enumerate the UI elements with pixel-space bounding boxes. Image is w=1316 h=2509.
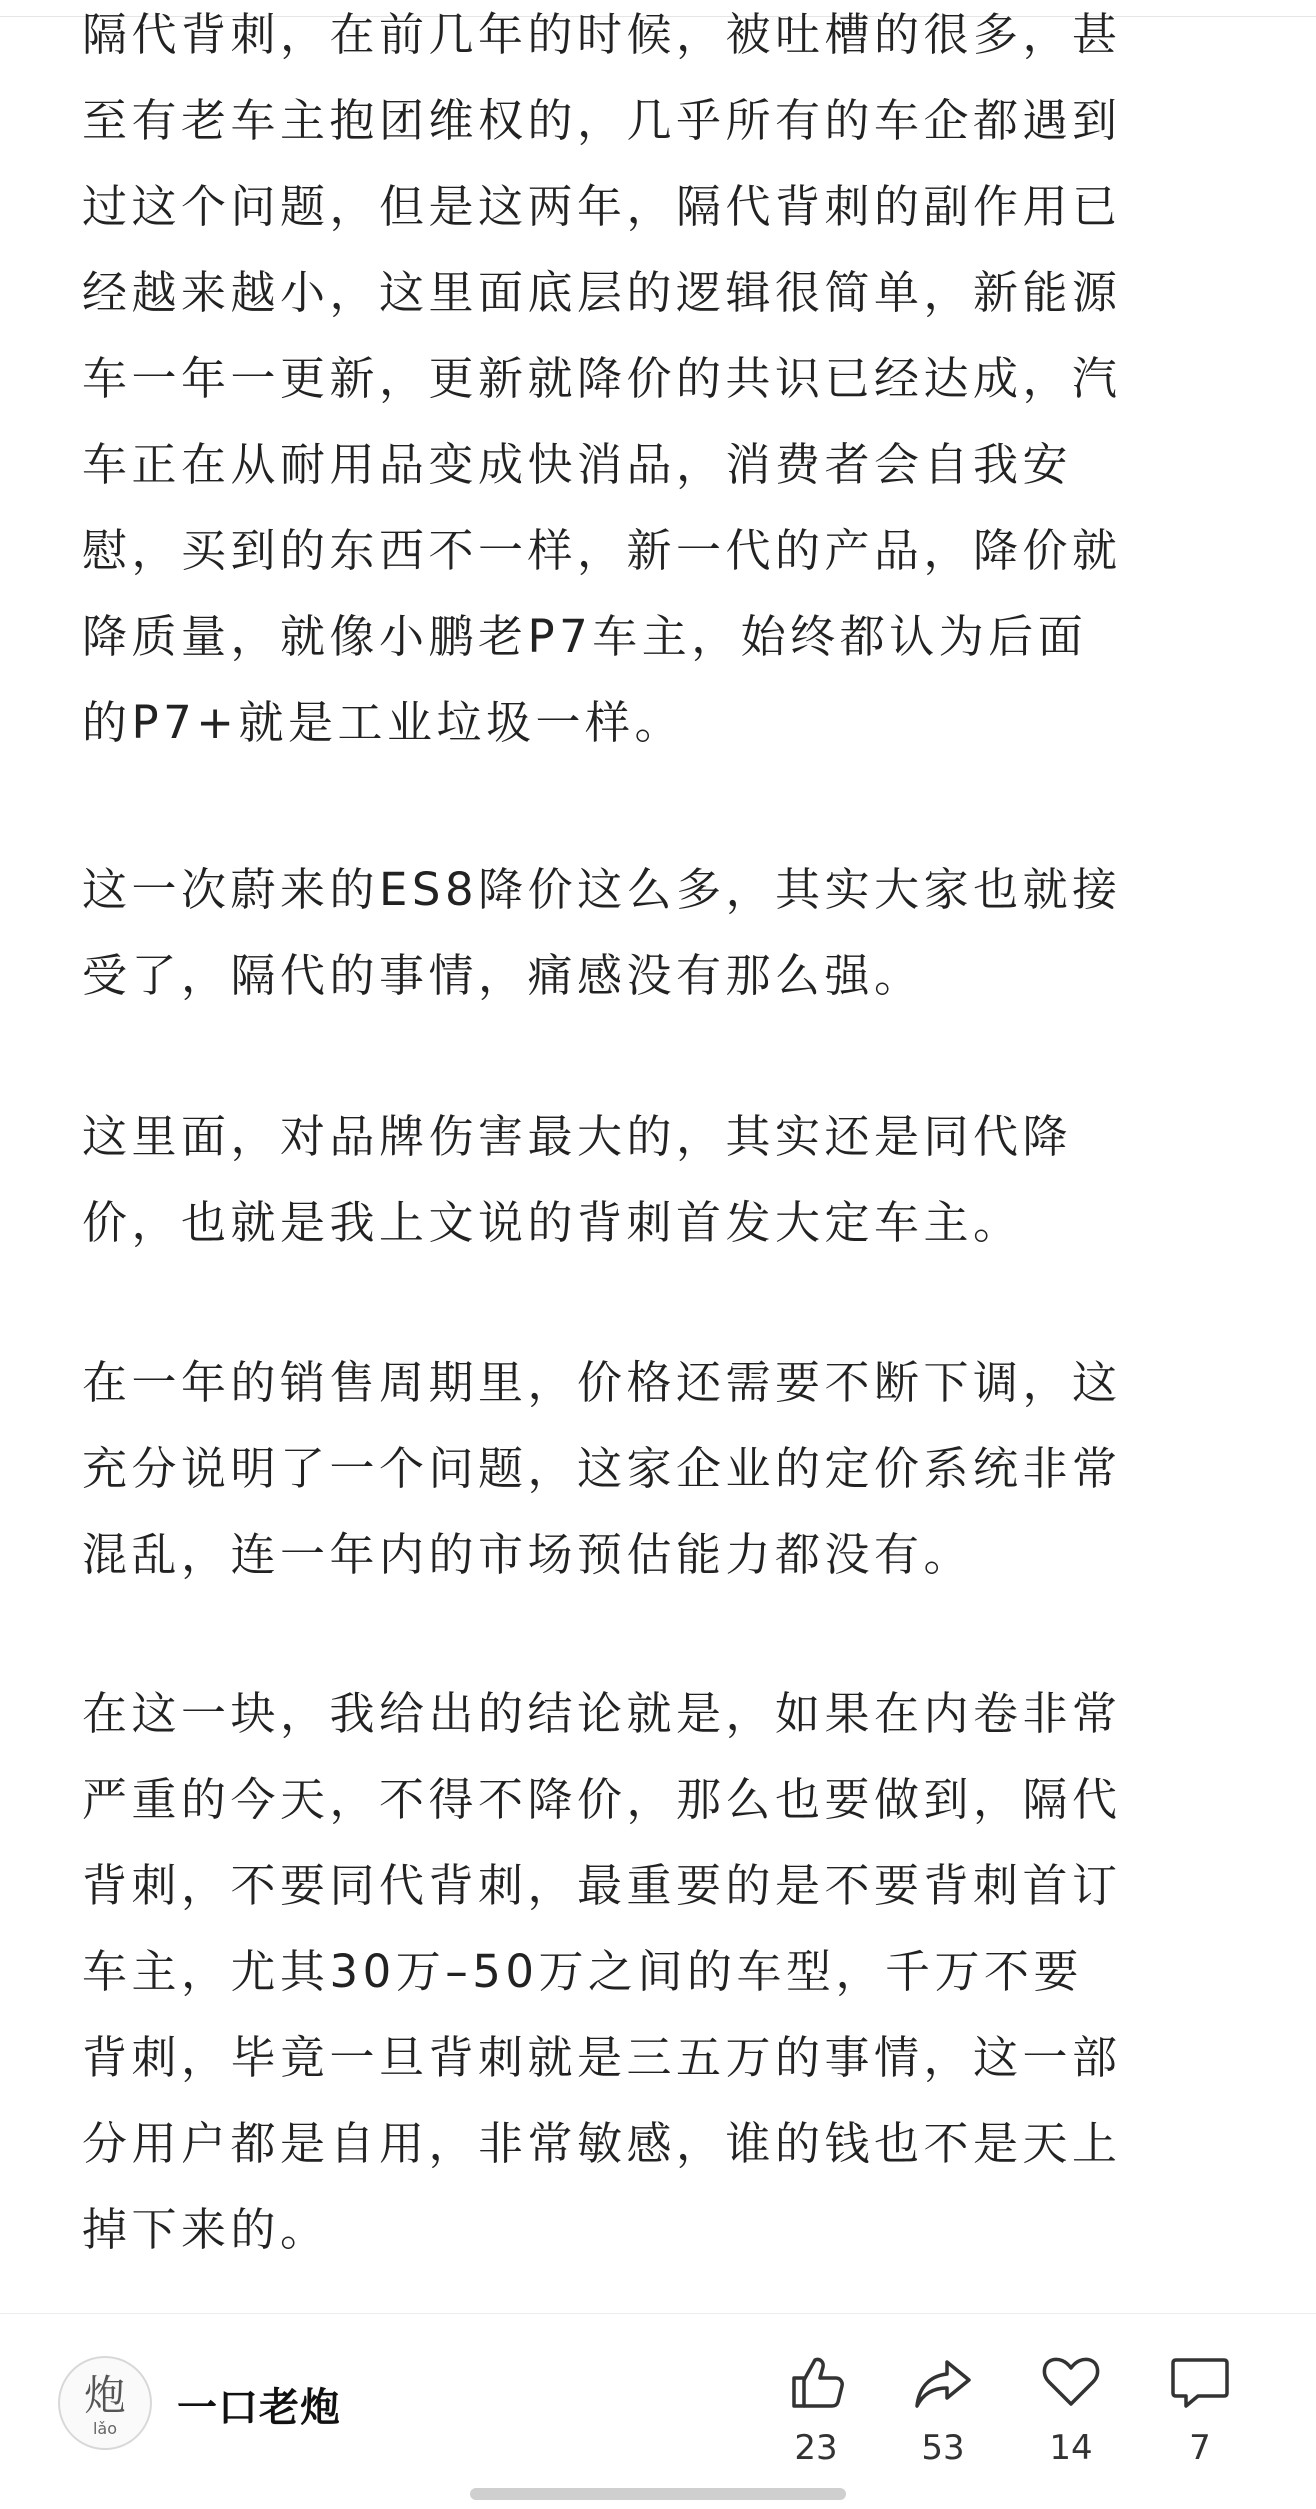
avatar-logo-icon bbox=[60, 2358, 150, 2448]
thumbs-up-icon bbox=[784, 2350, 848, 2414]
paragraph-line: 掉下来的。 bbox=[82, 2203, 330, 2256]
paragraph-line: 隔代背刺，在前几年的时候，被吐槽的很多，甚 bbox=[82, 8, 1122, 61]
paragraph-line: 混乱，连一年内的市场预估能力都没有。 bbox=[82, 1528, 974, 1581]
paragraph-5 bbox=[82, 1671, 1252, 2273]
like-count: 23 bbox=[794, 2428, 838, 2468]
share-button[interactable] bbox=[893, 2350, 993, 2468]
share-arrow-icon bbox=[911, 2350, 975, 2414]
post-footer-bar bbox=[0, 2314, 1316, 2509]
paragraph-line: 这里面，对品牌伤害最大的，其实还是同代降 bbox=[82, 1110, 1073, 1163]
avatar[interactable] bbox=[58, 2356, 152, 2450]
avatar-text: 炮 bbox=[83, 2371, 127, 2420]
paragraph-2 bbox=[82, 847, 1252, 1019]
heart-icon bbox=[1039, 2350, 1103, 2414]
paragraph-line: 这一次蔚来的ES8降价这么多，其实大家也就接 bbox=[82, 863, 1122, 916]
comment-count: 7 bbox=[1189, 2428, 1211, 2468]
comment-button[interactable] bbox=[1150, 2350, 1250, 2468]
favorite-count: 14 bbox=[1049, 2428, 1093, 2468]
paragraph-3 bbox=[82, 1094, 1252, 1266]
paragraph-1 bbox=[82, 0, 1252, 766]
paragraph-line: 价，也就是我上文说的背刺首发大定车主。 bbox=[82, 1196, 1023, 1249]
home-indicator[interactable] bbox=[470, 2488, 846, 2500]
paragraph-4 bbox=[82, 1340, 1252, 1598]
paragraph-line: 充分说明了一个问题，这家企业的定价系统非常 bbox=[82, 1442, 1122, 1495]
paragraph-line: 经越来越小，这里面底层的逻辑很简单，新能源 bbox=[82, 266, 1122, 319]
paragraph-line: 在一年的销售周期里，价格还需要不断下调，这 bbox=[82, 1356, 1122, 1409]
paragraph-line: 车主，尤其30万–50万之间的车型，千万不要 bbox=[82, 1945, 1084, 1998]
author-name[interactable]: 一口老炮 bbox=[177, 2385, 341, 2431]
paragraph-line: 至有老车主抱团维权的，几乎所有的车企都遇到 bbox=[82, 94, 1122, 147]
paragraph-line: 车一年一更新，更新就降价的共识已经达成，汽 bbox=[82, 352, 1122, 405]
avatar-pinyin: lǎo bbox=[92, 2419, 118, 2438]
paragraph-line: 车正在从耐用品变成快消品，消费者会自我安 bbox=[82, 438, 1073, 491]
paragraph-line: 慰，买到的东西不一样，新一代的产品，降价就 bbox=[82, 524, 1122, 577]
paragraph-line: 的P7+就是工业垃圾一样。 bbox=[82, 696, 684, 749]
paragraph-line: 背刺，不要同代背刺，最重要的是不要背刺首订 bbox=[82, 1859, 1122, 1912]
paragraph-line: 受了，隔代的事情，痛感没有那么强。 bbox=[82, 949, 924, 1002]
comment-bubble-icon bbox=[1168, 2350, 1232, 2414]
paragraph-line: 严重的今天，不得不降价，那么也要做到，隔代 bbox=[82, 1773, 1122, 1826]
like-button[interactable] bbox=[766, 2350, 866, 2468]
paragraph-line: 背刺，毕竟一旦背刺就是三五万的事情，这一部 bbox=[82, 2031, 1122, 2084]
favorite-button[interactable] bbox=[1021, 2350, 1121, 2468]
paragraph-line: 降质量，就像小鹏老P7车主，始终都认为后面 bbox=[82, 610, 1088, 663]
share-count: 53 bbox=[921, 2428, 965, 2468]
paragraph-line: 在这一块，我给出的结论就是，如果在内卷非常 bbox=[82, 1687, 1122, 1740]
paragraph-line: 过这个问题，但是这两年，隔代背刺的副作用已 bbox=[82, 180, 1122, 233]
paragraph-line: 分用户都是自用，非常敏感，谁的钱也不是天上 bbox=[82, 2117, 1122, 2170]
